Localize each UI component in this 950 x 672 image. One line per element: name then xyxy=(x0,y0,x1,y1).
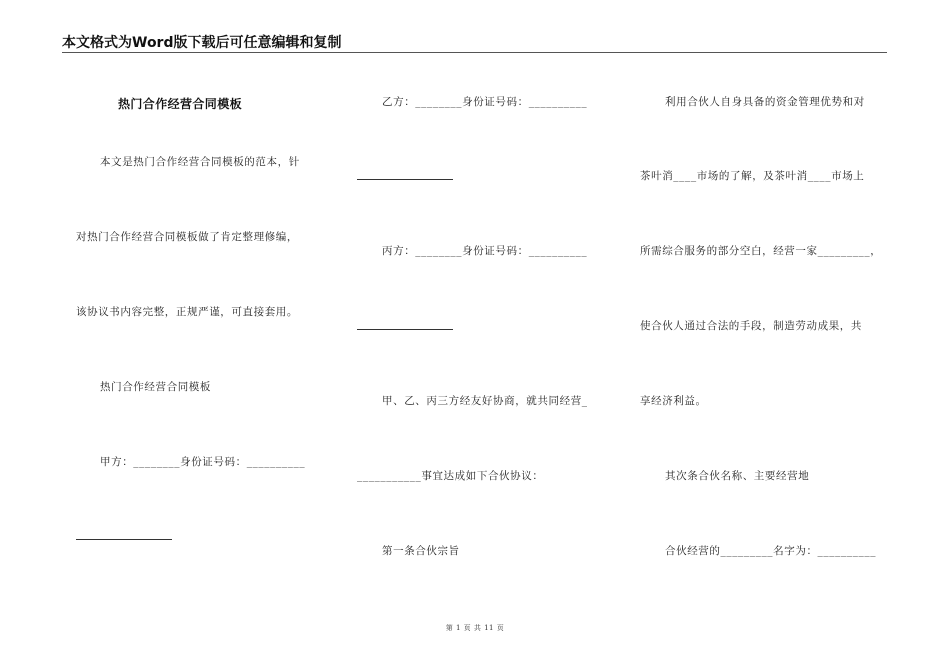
article-1-heading: 第一条合伙宗旨 xyxy=(382,545,460,557)
page-number: 第 1 页 共 11 页 xyxy=(445,624,505,632)
paragraph-agreement-2: ___________事宜达成如下合伙协议： xyxy=(357,470,544,482)
subheading-template: 热门合作经营合同模板 xyxy=(100,381,211,393)
paragraph-purpose-4: 使合伙人通过合法的手段，制造劳动成果，共 xyxy=(640,320,862,332)
paragraph-intro-3: 该协议书内容完整，正规严谨，可直接套用。 xyxy=(76,306,298,318)
paragraph-purpose-5: 享经济利益。 xyxy=(640,395,707,407)
blank-line xyxy=(76,539,172,540)
document-title: 热门合作经营合同模板 xyxy=(118,97,243,111)
party-a-line: 甲方：________身份证号码：__________ xyxy=(100,456,306,468)
paragraph-agreement-1: 甲、乙、丙三方经友好协商，就共同经营_ xyxy=(382,395,588,407)
blank-line xyxy=(357,329,453,330)
article-2-heading: 其次条合伙名称、主要经营地 xyxy=(665,470,810,482)
party-b-line: 乙方：________身份证号码：__________ xyxy=(382,96,588,108)
paragraph-purpose-3: 所需综合服务的部分空白，经营一家_________， xyxy=(640,245,882,257)
party-c-line: 丙方：________身份证号码：__________ xyxy=(382,245,588,257)
blank-line xyxy=(357,179,453,180)
document-header: 本文格式为Word版下载后可任意编辑和复制 xyxy=(62,34,887,53)
paragraph-intro-1: 本文是热门合作经营合同模板的范本，针 xyxy=(100,156,300,168)
partnership-name-line: 合伙经营的_________名字为：__________ xyxy=(665,545,877,557)
paragraph-purpose-1: 利用合伙人自身具备的资金管理优势和对 xyxy=(665,96,865,108)
paragraph-intro-2: 对热门合作经营合同模板做了肯定整理修编， xyxy=(76,231,298,243)
paragraph-purpose-2: 茶叶消____市场的了解，及茶叶消____市场上 xyxy=(640,170,865,182)
